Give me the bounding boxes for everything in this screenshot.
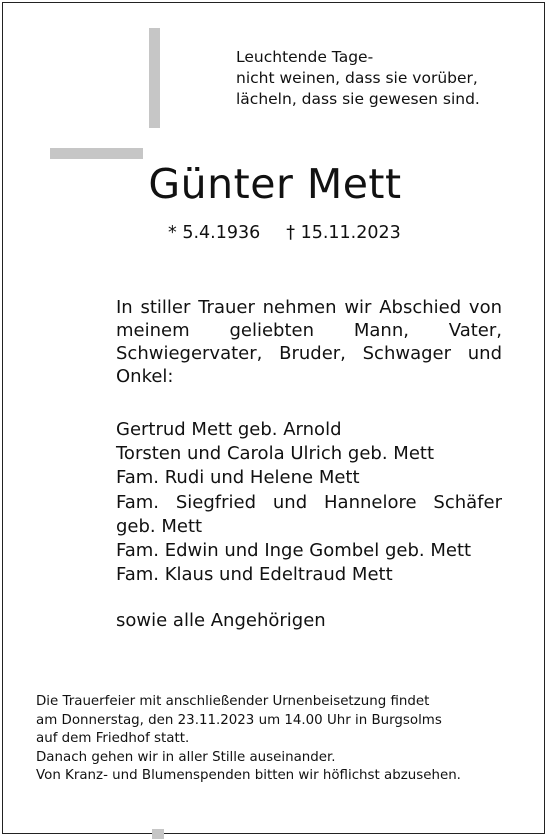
poem-line: nicht weinen, dass sie vorüber,: [236, 69, 478, 87]
life-dates: [168, 223, 401, 243]
poem-line: Leuchtende Tage-: [236, 48, 374, 66]
mourner-line: Fam. Rudi und Helene Mett: [116, 467, 360, 489]
mourner-line: Fam. Edwin und Inge Gombel geb. Mett: [116, 540, 472, 562]
mourner-line: Fam. Siegfried und Hannelore Schäfer: [116, 491, 502, 513]
funeral-line: Die Trauerfeier mit anschließender Urnenbeisetzung findet: [36, 694, 430, 709]
mourners-list: [116, 418, 502, 587]
poem-line: lächeln, dass sie gewesen sind.: [236, 90, 480, 108]
mourner-line: geb. Mett: [116, 515, 203, 537]
mourner-line: Torsten und Carola Ulrich geb. Mett: [116, 443, 435, 465]
funeral-line: auf dem Friedhof statt.: [36, 731, 190, 747]
funeral-line: Danach gehen wir in aller Stille auseinander.: [36, 749, 336, 765]
farewell-text: In stiller Trauer nehmen wir Abschied von meinem geliebten Mann, Vater, Schwiegervater, Bruder, Schwager und Onkel:: [116, 297, 502, 387]
cross-horizontal-beam: [50, 148, 143, 159]
funeral-line: am Donnerstag, den 23.11.2023 um 14.00 Uhr in Burgsolms: [36, 712, 442, 728]
relatives-line: sowie alle Angehörigen: [116, 610, 326, 631]
funeral-notice: [36, 693, 461, 786]
birth-date: * 5.4.1936: [168, 223, 261, 243]
mourner-line: Fam. Klaus und Edeltraud Mett: [116, 564, 393, 586]
death-date: † 15.11.2023: [286, 223, 401, 243]
poem: [236, 47, 480, 110]
deceased-name: Günter Mett: [148, 160, 402, 208]
cross-bottom-fragment: [152, 829, 164, 839]
cross-vertical-beam: [149, 28, 160, 128]
funeral-line: Von Kranz- und Blumenspenden bitten wir höflichst abzusehen.: [36, 768, 461, 784]
mourner-line: Gertrud Mett geb. Arnold: [116, 419, 342, 440]
